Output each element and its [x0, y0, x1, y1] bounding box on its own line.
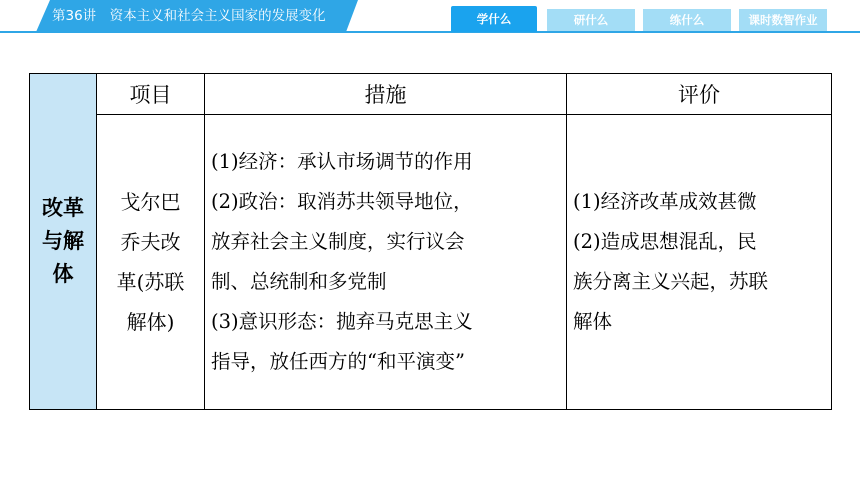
tab-practice[interactable]: 练什么 — [643, 9, 731, 31]
item-cell — [97, 115, 205, 410]
table-row — [30, 115, 832, 410]
measures-line: 指导，放任西方的“和平演变” — [211, 350, 465, 373]
evaluation-line: (1)经济改革成效甚微 — [573, 190, 757, 213]
measures-cell — [205, 115, 567, 410]
table-header-row — [30, 74, 832, 115]
tab-learn[interactable]: 学什么 — [451, 6, 537, 32]
side-label-line: 体 — [52, 262, 74, 286]
tab-homework[interactable]: 课时数智作业 — [739, 9, 827, 31]
side-label-line: 与解 — [42, 229, 84, 253]
measures-line: (3)意识形态：抛弃马克思主义 — [211, 310, 473, 333]
header-item: 项目 — [97, 74, 205, 115]
header-evaluation: 评价 — [567, 74, 832, 115]
evaluation-line: 族分离主义兴起，苏联 — [573, 270, 769, 293]
item-line: 解体) — [126, 310, 175, 334]
evaluation-line: (2)造成思想混乱，民 — [573, 230, 757, 253]
header-measures: 措施 — [205, 74, 567, 115]
evaluation-line: 解体 — [573, 310, 613, 333]
item-line: 革(苏联 — [116, 270, 185, 294]
item-line: 戈尔巴 — [120, 190, 181, 214]
side-label-line: 改革 — [42, 196, 84, 220]
reform-table — [29, 73, 832, 410]
measures-line: (2)政治：取消苏共领导地位， — [211, 190, 473, 213]
measures-line: 制、总统制和多党制 — [211, 270, 387, 293]
evaluation-cell — [567, 115, 832, 410]
side-label-cell — [30, 74, 97, 410]
measures-line: 放弃社会主义制度，实行议会 — [211, 230, 465, 253]
lesson-title: 第36讲 资本主义和社会主义国家的发展变化 — [52, 8, 326, 24]
tab-research[interactable]: 研什么 — [547, 9, 635, 31]
header-divider — [0, 31, 860, 33]
item-line: 乔夫改 — [120, 230, 181, 254]
measures-line: (1)经济：承认市场调节的作用 — [211, 150, 473, 173]
header-bar — [0, 0, 860, 32]
